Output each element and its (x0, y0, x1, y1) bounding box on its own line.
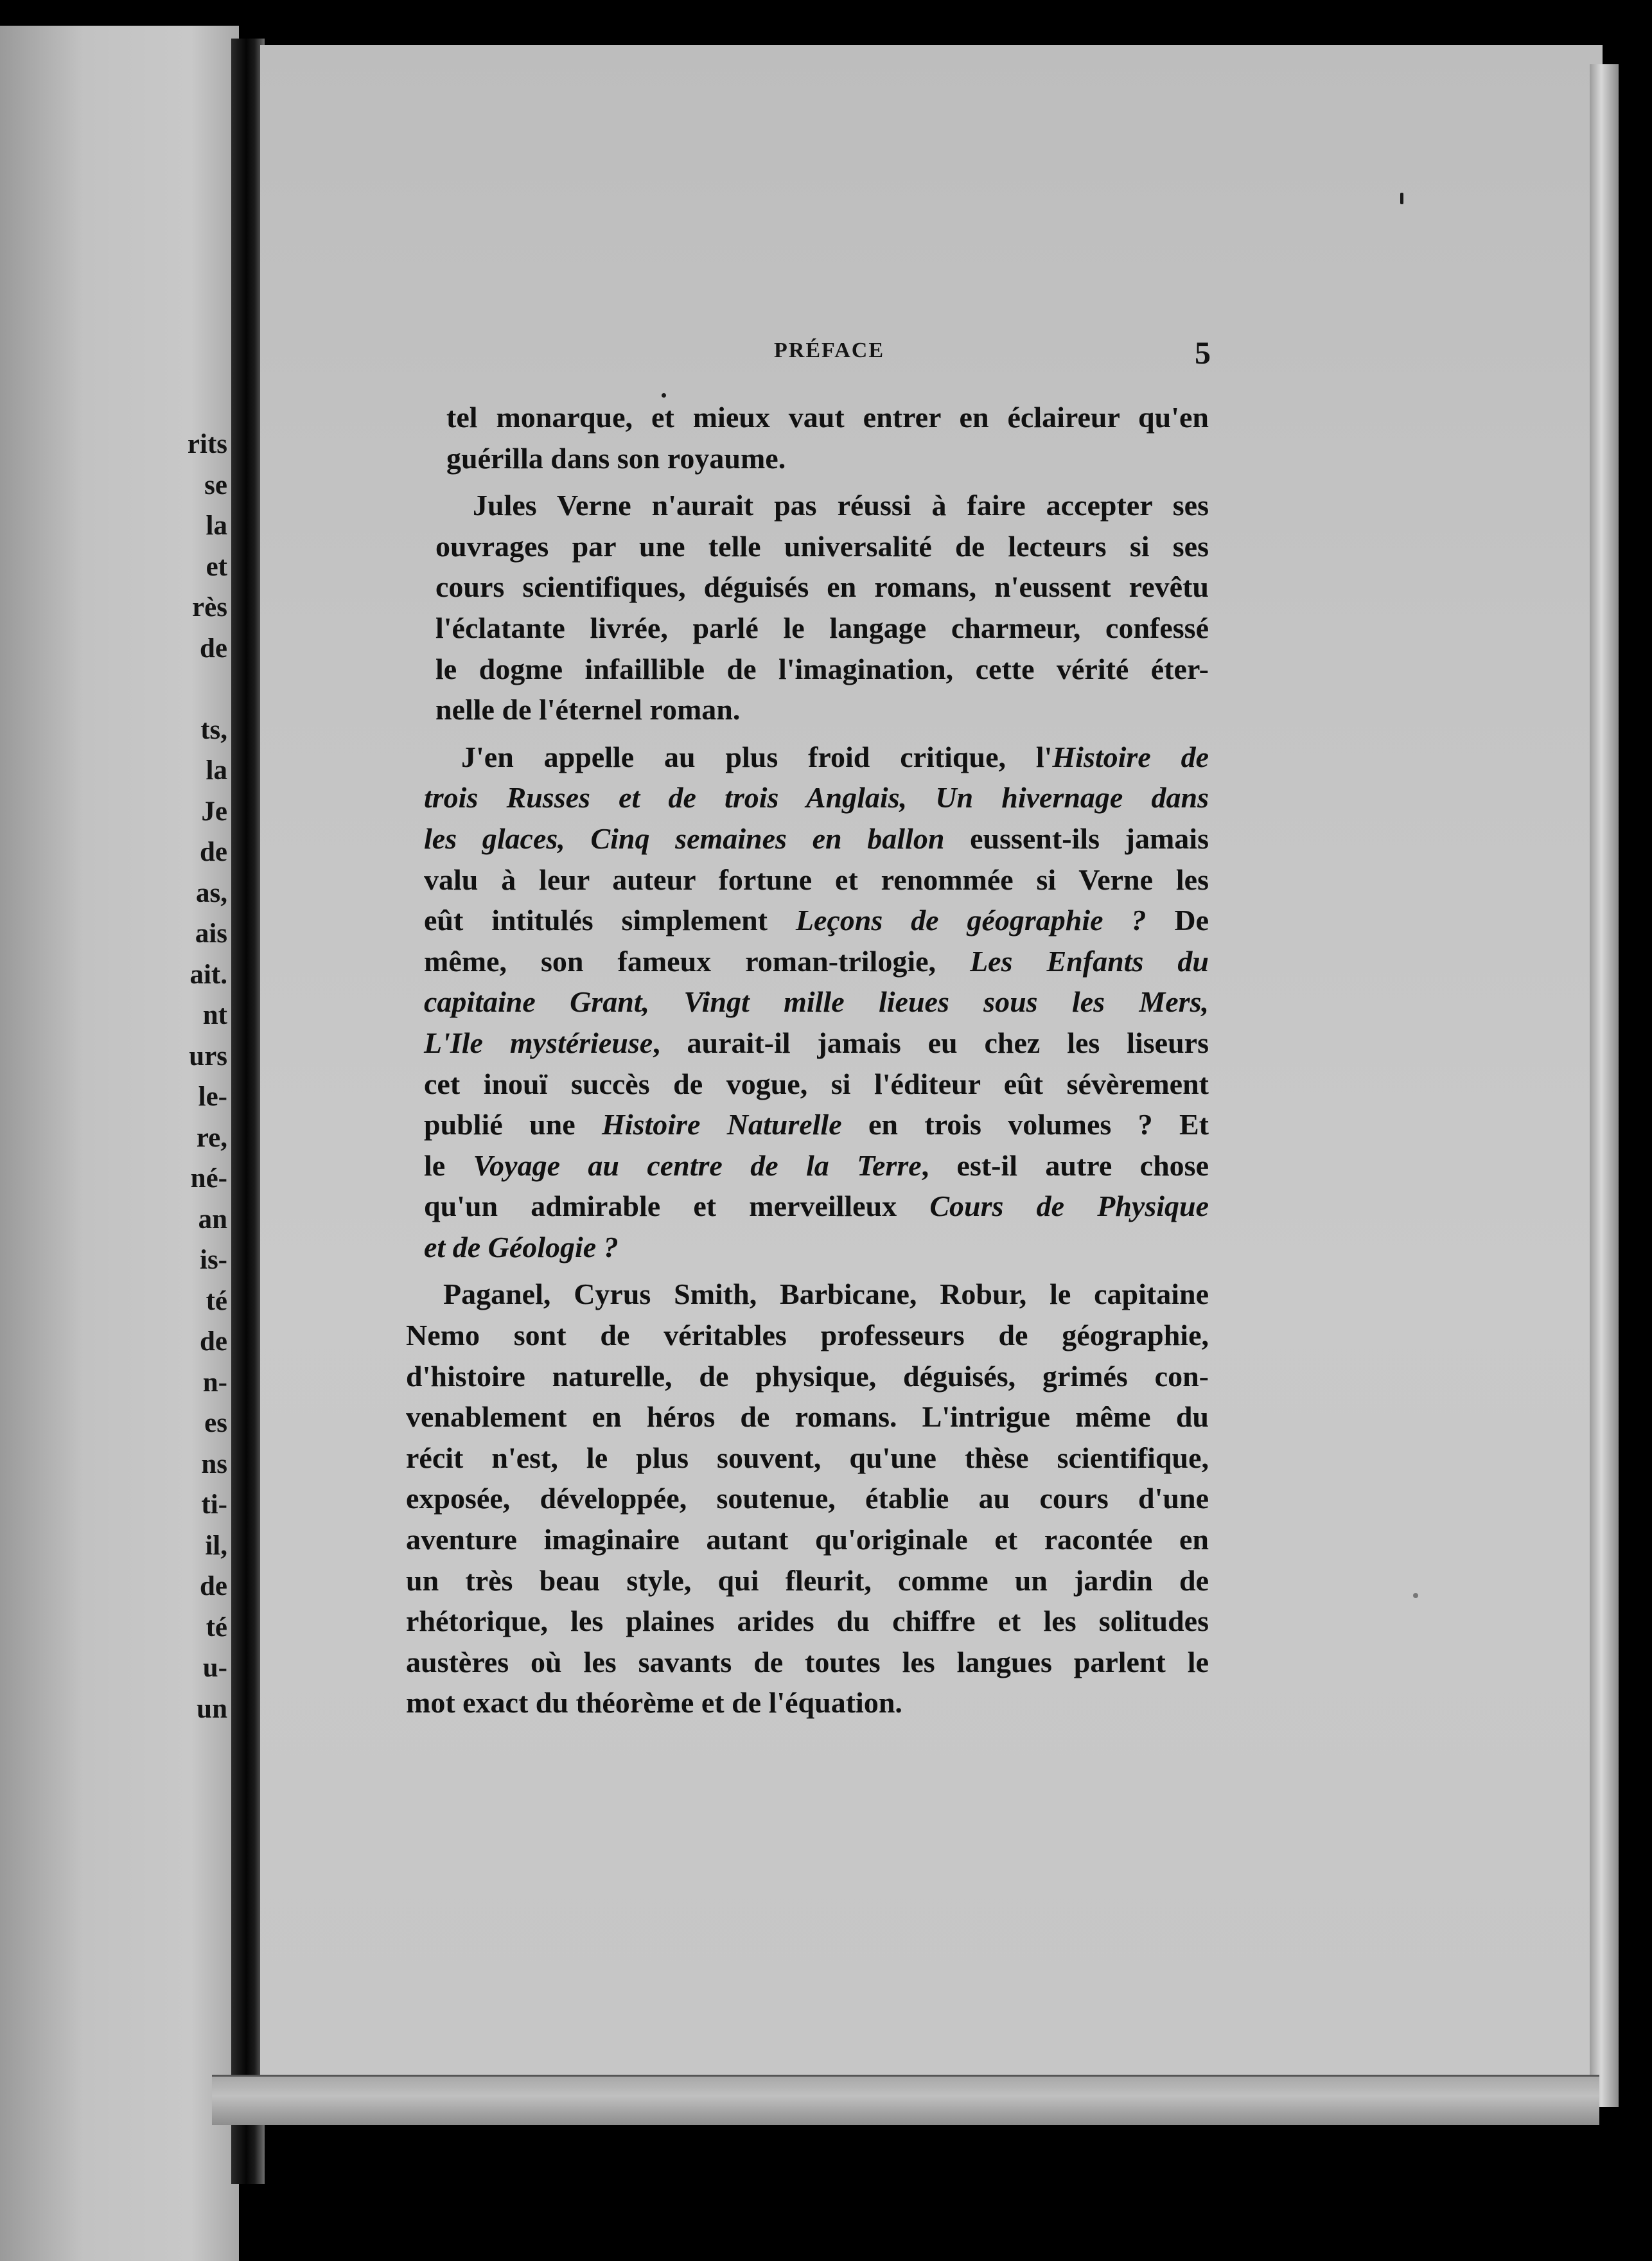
text-line: tel monarque, et mieux vaut entrer en éclaireur qu'en (446, 401, 1209, 434)
facing-line: de (200, 1326, 227, 1357)
text-line: aventure imaginaire autant qu'originale et racontée en (406, 1523, 1209, 1556)
facing-line: un (197, 1693, 227, 1724)
text-line: Paganel, Cyrus Smith, Barbicane, Robur, le capitaine (443, 1278, 1209, 1311)
facing-line: de (200, 837, 227, 867)
text-line: J'en appelle au plus froid critique, l'Histoire de (461, 740, 1209, 773)
facing-line (188, 669, 227, 710)
text-line: publié une Histoire Naturelle en trois volumes ? Et (424, 1108, 1209, 1141)
facing-line: ns (201, 1448, 227, 1479)
facing-line: ait. (189, 959, 227, 990)
text-line: guérilla dans son royaume. (446, 441, 786, 475)
paragraph (446, 397, 1209, 479)
facing-line: se (204, 470, 227, 500)
text-line: l'éclatante livrée, parlé le langage charmeur, confessé (435, 611, 1209, 644)
text-line: nelle de l'éternel roman. (435, 693, 741, 726)
text-line: rhétorique, les plaines arides du chiffre et les solitudes (406, 1605, 1209, 1638)
text-line: capitaine Grant, Vingt mille lieues sous les Mers, (424, 985, 1209, 1019)
facing-line: n- (202, 1367, 227, 1398)
facing-page (0, 26, 239, 2261)
facing-line: té (206, 1612, 227, 1642)
page-bottom-edge (212, 2075, 1599, 2125)
facing-line: is- (200, 1245, 227, 1275)
text-line: les glaces, Cinq semaines en ballon eussent-ils jamais (424, 822, 1209, 855)
text-line: trois Russes et de trois Anglais, Un hivernage dans (424, 781, 1209, 814)
facing-line: il, (205, 1530, 227, 1561)
facing-line: de (200, 1571, 227, 1601)
text-line: Jules Verne n'aurait pas réussi à faire accepter ses (473, 489, 1209, 522)
facing-line: et (206, 551, 227, 582)
facing-line: an (198, 1204, 227, 1235)
text-line: et de Géologie ? (424, 1230, 619, 1263)
page-number: 5 (1195, 335, 1211, 371)
facing-line: ts, (200, 714, 227, 745)
facing-line: es (204, 1408, 227, 1438)
facing-line: rès (192, 592, 227, 622)
scan-speck (1413, 1593, 1418, 1598)
text-line: austères où les savants de toutes les langues parlent le (406, 1645, 1209, 1678)
text-line: le dogme infaillible de l'imagination, cette vérité éter- (435, 652, 1209, 685)
text-line: cours scientifiques, déguisés en romans, n'eussent revêtu (435, 570, 1209, 604)
text-line: d'histoire naturelle, de physique, déguisés, grimés con- (406, 1359, 1209, 1393)
facing-line: ais (195, 919, 227, 949)
facing-line: de (200, 633, 227, 664)
facing-line: le- (198, 1082, 227, 1112)
text-line: un très beau style, qui fleurit, comme un jardin de (406, 1563, 1209, 1597)
facing-line: la (206, 511, 227, 541)
running-head: PRÉFACE (774, 339, 885, 362)
text-line: exposée, développée, soutenue, établie au cours d'une (406, 1482, 1209, 1515)
paragraph (424, 737, 1209, 1268)
text-line: récit n'est, le plus souvent, qu'une thèse scientifique, (406, 1441, 1209, 1474)
text-line: Nemo sont de véritables professeurs de géographie, (406, 1319, 1209, 1352)
facing-page-text (188, 424, 227, 1729)
facing-line: rits (187, 429, 227, 459)
text-line: même, son fameux roman-trilogie, Les Enfants du (424, 944, 1209, 978)
scan-speck (1400, 193, 1403, 204)
text-line: mot exact du théorème et de l'équation. (406, 1686, 902, 1720)
text-line: le Voyage au centre de la Terre, est-il autre chose (424, 1148, 1209, 1182)
facing-line: urs (189, 1041, 227, 1071)
body-text (406, 397, 1209, 1723)
facing-line: Je (201, 796, 227, 827)
facing-line: nt (202, 1000, 227, 1030)
text-line: cet inouï succès de vogue, si l'éditeur eût sévèrement (424, 1067, 1209, 1100)
text-line: venablement en héros de romans. L'intrigue même du (406, 1400, 1209, 1434)
facing-line: u- (202, 1653, 227, 1683)
page-edge (1590, 64, 1619, 2107)
facing-line: né- (190, 1163, 227, 1193)
text-line: qu'un admirable et merveilleux Cours de Physique (424, 1190, 1209, 1223)
facing-line: ti- (201, 1490, 227, 1520)
paragraph (435, 485, 1209, 730)
facing-line: as, (196, 877, 227, 908)
text-line: L'Ile mystérieuse, aurait-il jamais eu chez les liseurs (424, 1026, 1209, 1059)
paragraph (406, 1274, 1209, 1723)
facing-line: re, (196, 1122, 227, 1153)
text-line: eût intitulés simplement Leçons de géographie ? De (424, 904, 1209, 937)
scan-speck (662, 393, 666, 398)
facing-line: té (206, 1285, 227, 1316)
text-line: ouvrages par une telle universalité de lecteurs si ses (435, 529, 1209, 563)
facing-line: la (206, 755, 227, 786)
text-line: valu à leur auteur fortune et renommée si Verne les (424, 863, 1209, 896)
